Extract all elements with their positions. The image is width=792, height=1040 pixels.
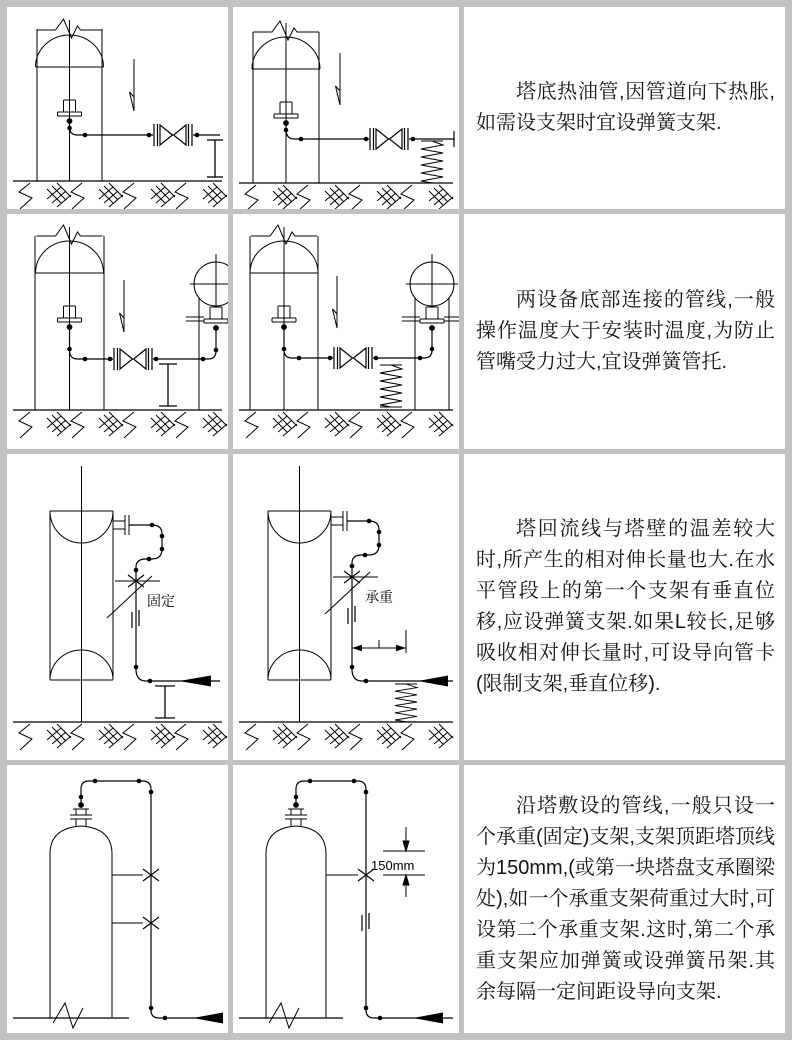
capsule-vessel: [268, 466, 331, 722]
label-load-bearing: 承重: [365, 589, 393, 605]
spring-support-icon: [395, 684, 417, 722]
note-row3: [464, 454, 785, 760]
diagram-r1-spring-support: [233, 7, 459, 209]
note-text: 沿塔敷设的管线,一般只设一个承重(固定)支架,支架顶距塔顶线为150mm,(或第一块塔盘支承圈梁处),如一个承重支架荷重过大时,可设第二个承重支架.这时,第二个承重支架应加弹簧或设弹簧吊架.其余每隔一定间距设导向支架.: [476, 794, 775, 1003]
capsule-vessel: [50, 466, 113, 722]
drum-vessel: [186, 254, 228, 410]
drum-vessel: [402, 254, 459, 410]
rigid-support-ibeam: [159, 364, 177, 406]
pipe-run: [70, 327, 217, 359]
valve-icon: [334, 347, 372, 369]
ground: [13, 410, 227, 438]
note-text: 两设备底部连接的管线,一般操作温度大于安装时温度,为防止管嘴受力过大,宜设弹簧管托.: [476, 289, 775, 373]
tower-vessel: [250, 225, 318, 410]
guide-support: [326, 869, 374, 881]
spring-support-icon: [380, 365, 402, 407]
valve-icon: [370, 128, 408, 150]
side-nozzle: [331, 511, 347, 531]
pipe-run: [284, 327, 432, 358]
diagram-r3-load-bearing-spring: [233, 454, 459, 760]
dimension-L: [352, 630, 406, 653]
note-row4: [464, 765, 785, 1033]
column-break-mark: [53, 1003, 83, 1028]
diagram-r3-fixed-support: [7, 454, 228, 760]
ground: [13, 722, 227, 750]
ground: [239, 410, 453, 438]
ground: [239, 722, 453, 750]
thermal-movement-arrow-icon: [120, 280, 125, 332]
flow-arrow-icon: [413, 1013, 443, 1024]
diagram-r1-rigid-support: [7, 7, 228, 209]
diagram-r4-top-support-150mm: [233, 765, 459, 1033]
tower-vessel: [252, 21, 320, 183]
spring-support-icon: [421, 141, 443, 183]
flow-arrow-icon: [193, 1013, 223, 1024]
column-vessel: [50, 803, 112, 1028]
note-row2: [464, 214, 785, 449]
valve-icon: [114, 348, 152, 370]
tower-vessel: [35, 225, 104, 410]
note-text: 塔回流线与塔壁的温差较大时,所产生的相对伸长量也大.在水平管段上的第一个支架有垂直位移,应设弹簧支架.如果L较长,足够吸收相对伸长量时,可设导向管卡(限制支架,垂直位移).: [476, 518, 775, 695]
label-150mm: 150mm: [371, 858, 415, 873]
diagram-r2-spring-support: [233, 214, 459, 449]
diagram-r2-rigid-support: [7, 214, 228, 449]
thermal-movement-arrow-icon: [336, 53, 341, 105]
thermal-movement-arrow-icon: [333, 276, 338, 328]
pipe-run: [296, 781, 453, 1018]
note-text: 塔底热油管,因管道向下热胀,如需设支架时宜设弹簧支架.: [476, 81, 775, 134]
ground: [239, 183, 453, 209]
diagram-r4-two-guides: [7, 765, 228, 1033]
flow-arrow-icon: [418, 676, 448, 687]
rigid-support-ibeam: [155, 686, 175, 718]
tower-vessel: [36, 19, 104, 181]
ground: [13, 181, 227, 209]
rigid-support-ibeam: [207, 140, 223, 177]
note-row1: [464, 7, 785, 209]
valve-icon: [154, 124, 192, 146]
guide-supports: [112, 869, 159, 929]
column-vessel: [266, 803, 326, 1028]
pipe-run: [81, 781, 222, 1018]
flow-arrow-icon: [179, 676, 211, 687]
column-break-mark: [269, 1003, 299, 1028]
pipe-run: [347, 521, 453, 681]
label-fixed: 固定: [147, 593, 175, 609]
thermal-movement-arrow-icon: [130, 59, 135, 111]
side-nozzle: [113, 515, 129, 535]
